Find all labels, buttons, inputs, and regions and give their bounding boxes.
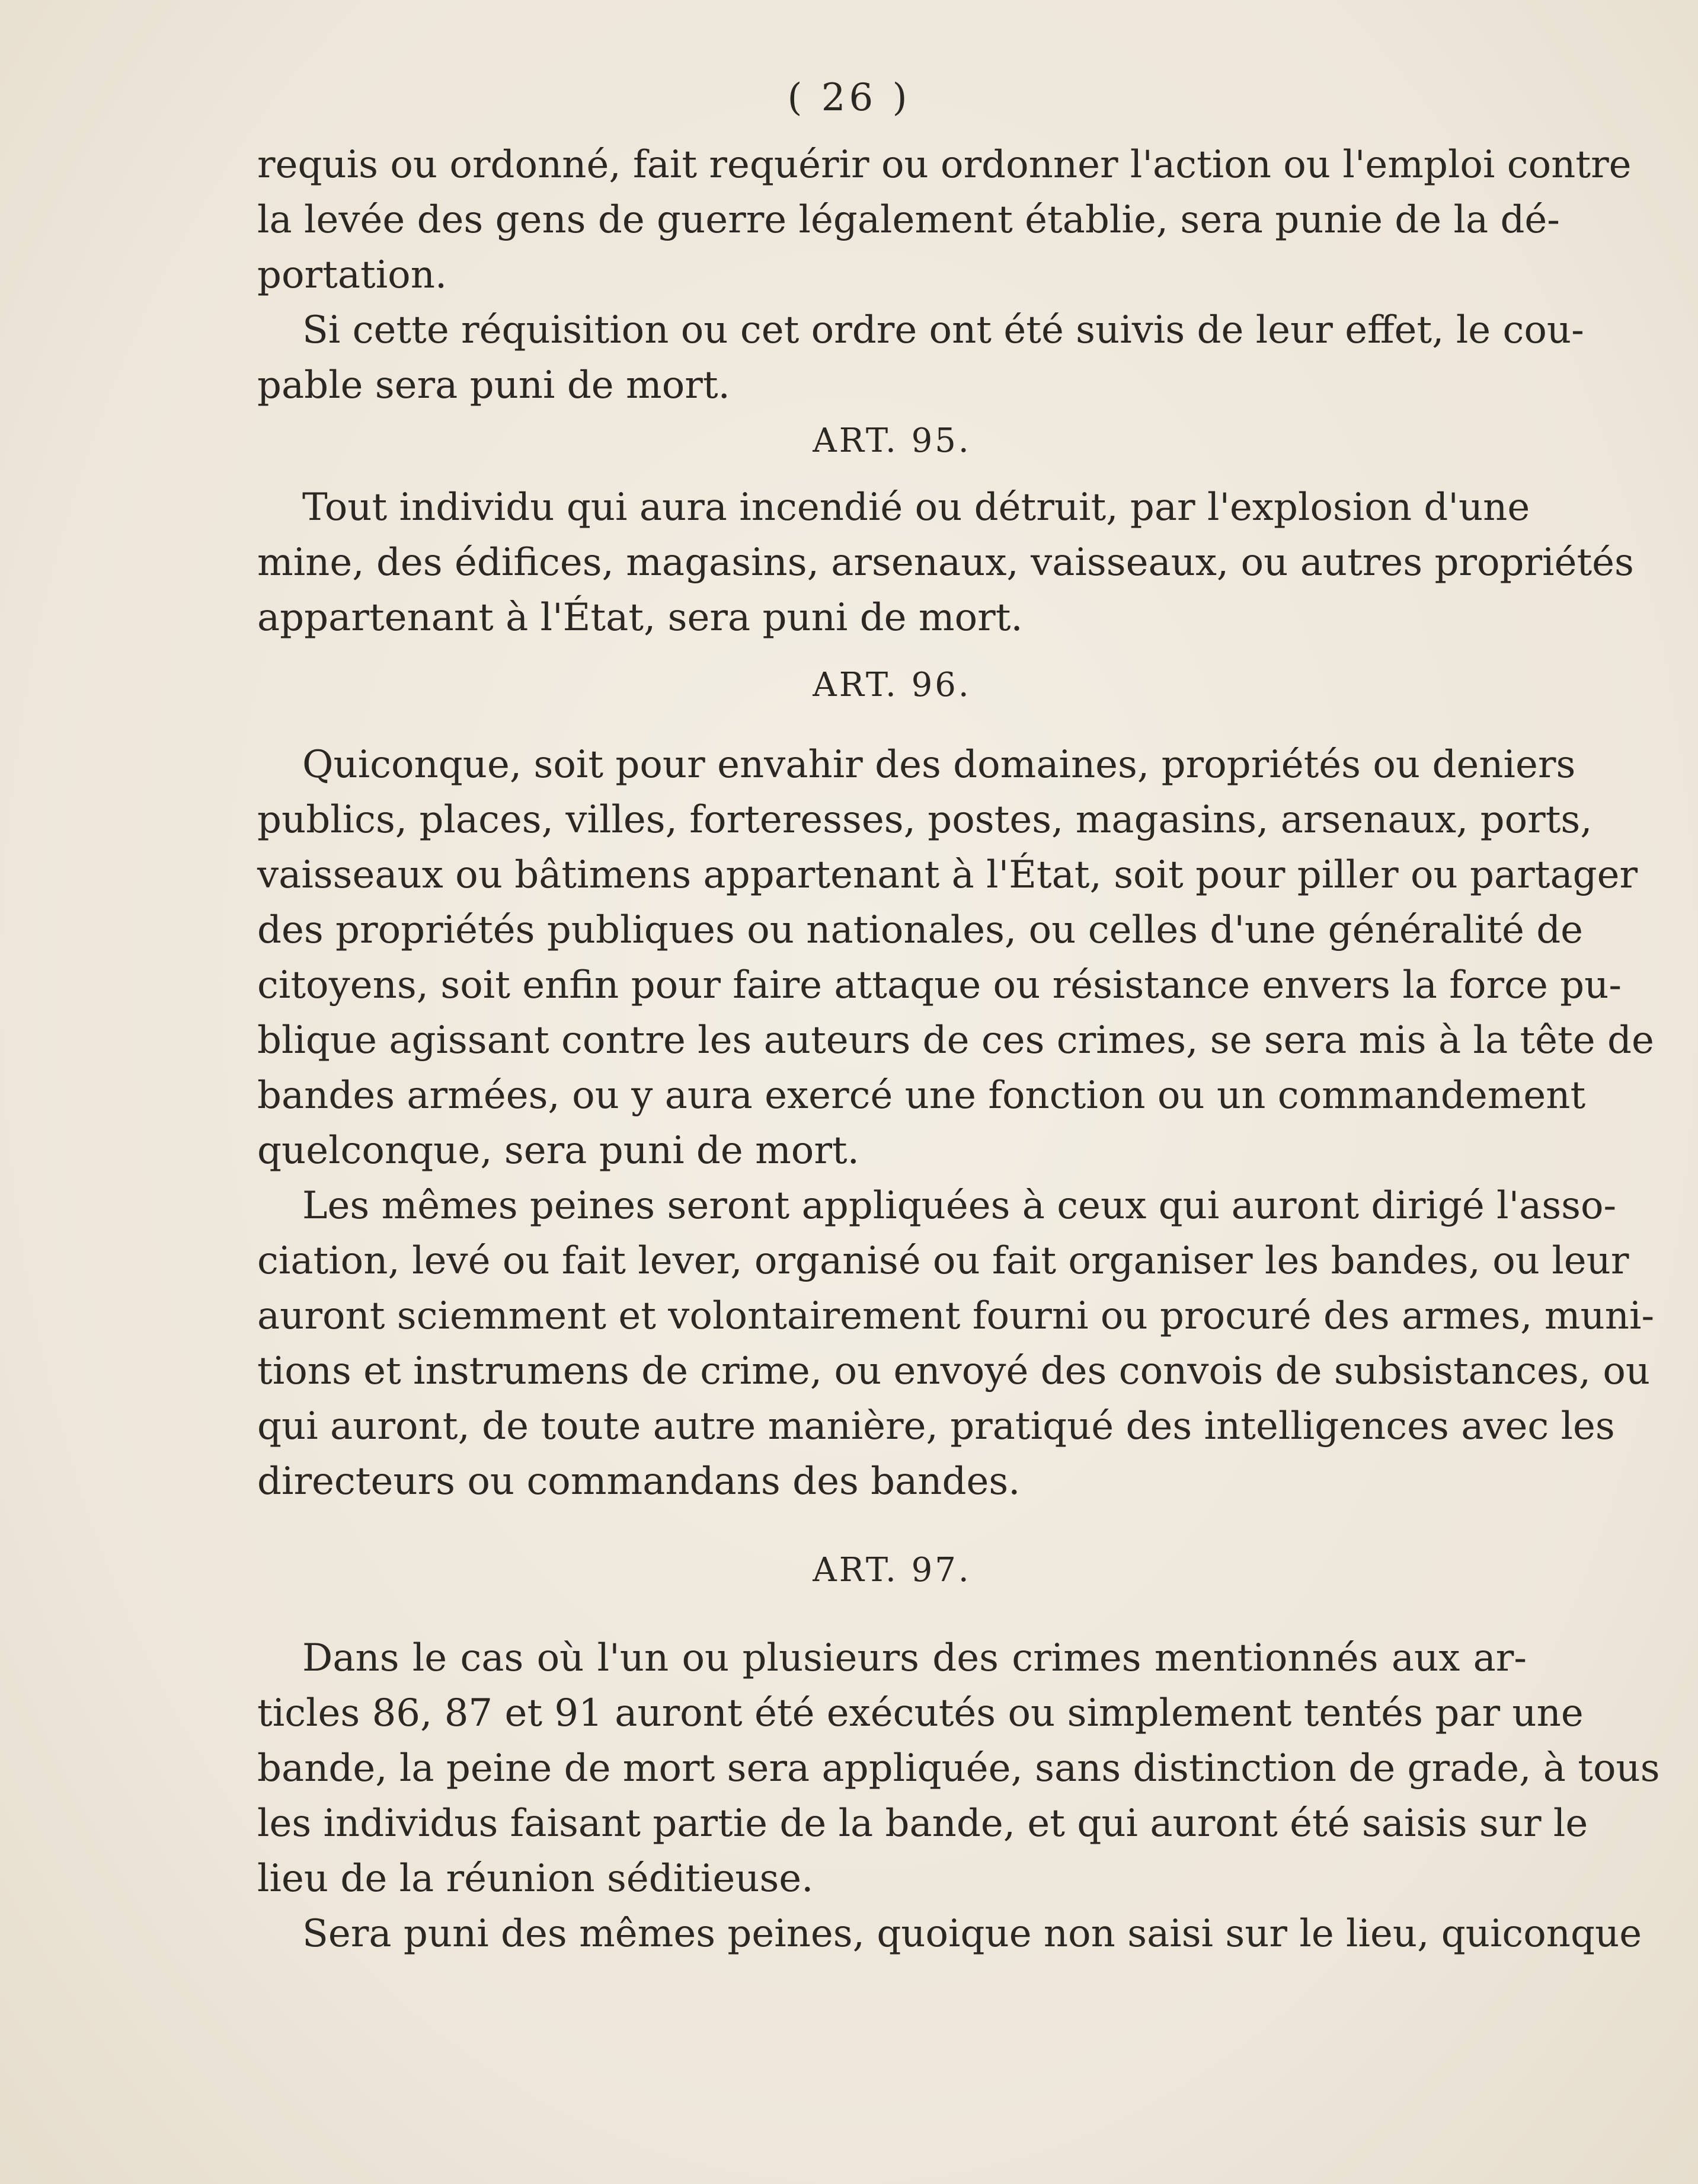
article-heading: ART. 97. [813,1551,971,1589]
text-line: Dans le cas où l'un ou plusieurs des crimes mentionnés aux ar- [302,1636,1527,1680]
text-line: Les mêmes peines seront appliquées à ceux qui auront dirigé l'asso- [302,1184,1617,1228]
page-number: ( 26 ) [787,76,911,120]
text-line: la levée des gens de guerre légalement établie, sera punie de la dé- [257,198,1560,242]
text-line: blique agissant contre les auteurs de ces crimes, se sera mis à la tête de [257,1018,1654,1062]
paragraph [257,480,1634,646]
text-line: ciation, levé ou fait lever, organisé ou fait organiser les bandes, ou leur [257,1239,1629,1283]
text-line: auront sciemment et volontairement fourni ou procuré des armes, muni- [257,1294,1655,1338]
text-line: citoyens, soit enfin pour faire attaque ou résistance envers la force pu- [257,963,1622,1007]
paragraph [257,737,1654,1179]
text-line: tions et instrumens de crime, ou envoyé des convois de subsistances, ou [257,1349,1651,1393]
text-line: quelconque, sera puni de mort. [257,1129,859,1173]
text-line: qui auront, de toute autre manière, pratiqué des intelligences avec les [257,1404,1615,1448]
text-line: des propriétés publiques ou nationales, ou celles d'une généralité de [257,908,1584,952]
article-heading: ART. 95. [813,422,971,460]
text-line: vaisseaux ou bâtimens appartenant à l'État, soit pour piller ou partager [257,853,1638,897]
text-line: ticles 86, 87 et 91 auront été exécutés ou simplement tentés par une [257,1691,1584,1735]
text-line: publics, places, villes, forteresses, postes, magasins, arsenaux, ports, [257,798,1593,842]
paragraph [257,303,1584,413]
text-line: mine, des édifices, magasins, arsenaux, vaisseaux, ou autres propriétés [257,541,1634,585]
text-line: Si cette réquisition ou cet ordre ont été suivis de leur effet, le cou- [302,308,1584,352]
paragraph [257,1907,1642,1962]
paragraph [257,1179,1655,1509]
paragraph [257,138,1632,303]
text-line: Sera puni des mêmes peines, quoique non saisi sur le lieu, quiconque [302,1912,1642,1956]
text-line: bande, la peine de mort sera appliquée, sans distinction de grade, à tous [257,1746,1660,1790]
text-line: pable sera puni de mort. [257,363,730,407]
text-line: bandes armées, ou y aura exercé une fonction ou un commandement [257,1074,1586,1117]
text-block [257,138,1660,1962]
text-line: portation. [257,253,447,297]
text-line: les individus faisant partie de la bande, et qui auront été saisis sur le [257,1802,1588,1845]
text-line: Tout individu qui aura incendié ou détruit, par l'explosion d'une [302,486,1530,529]
text-line: Quiconque, soit pour envahir des domaines, propriétés ou deniers [302,743,1576,787]
text-line: requis ou ordonné, fait requérir ou ordonner l'action ou l'emploi contre [257,143,1632,187]
text-line: directeurs ou commandans des bandes. [257,1460,1021,1503]
text-line: appartenant à l'État, sera puni de mort. [257,596,1023,640]
article-heading: ART. 96. [813,666,971,704]
text-line: lieu de la réunion séditieuse. [257,1857,814,1901]
paragraph [257,1631,1660,1907]
